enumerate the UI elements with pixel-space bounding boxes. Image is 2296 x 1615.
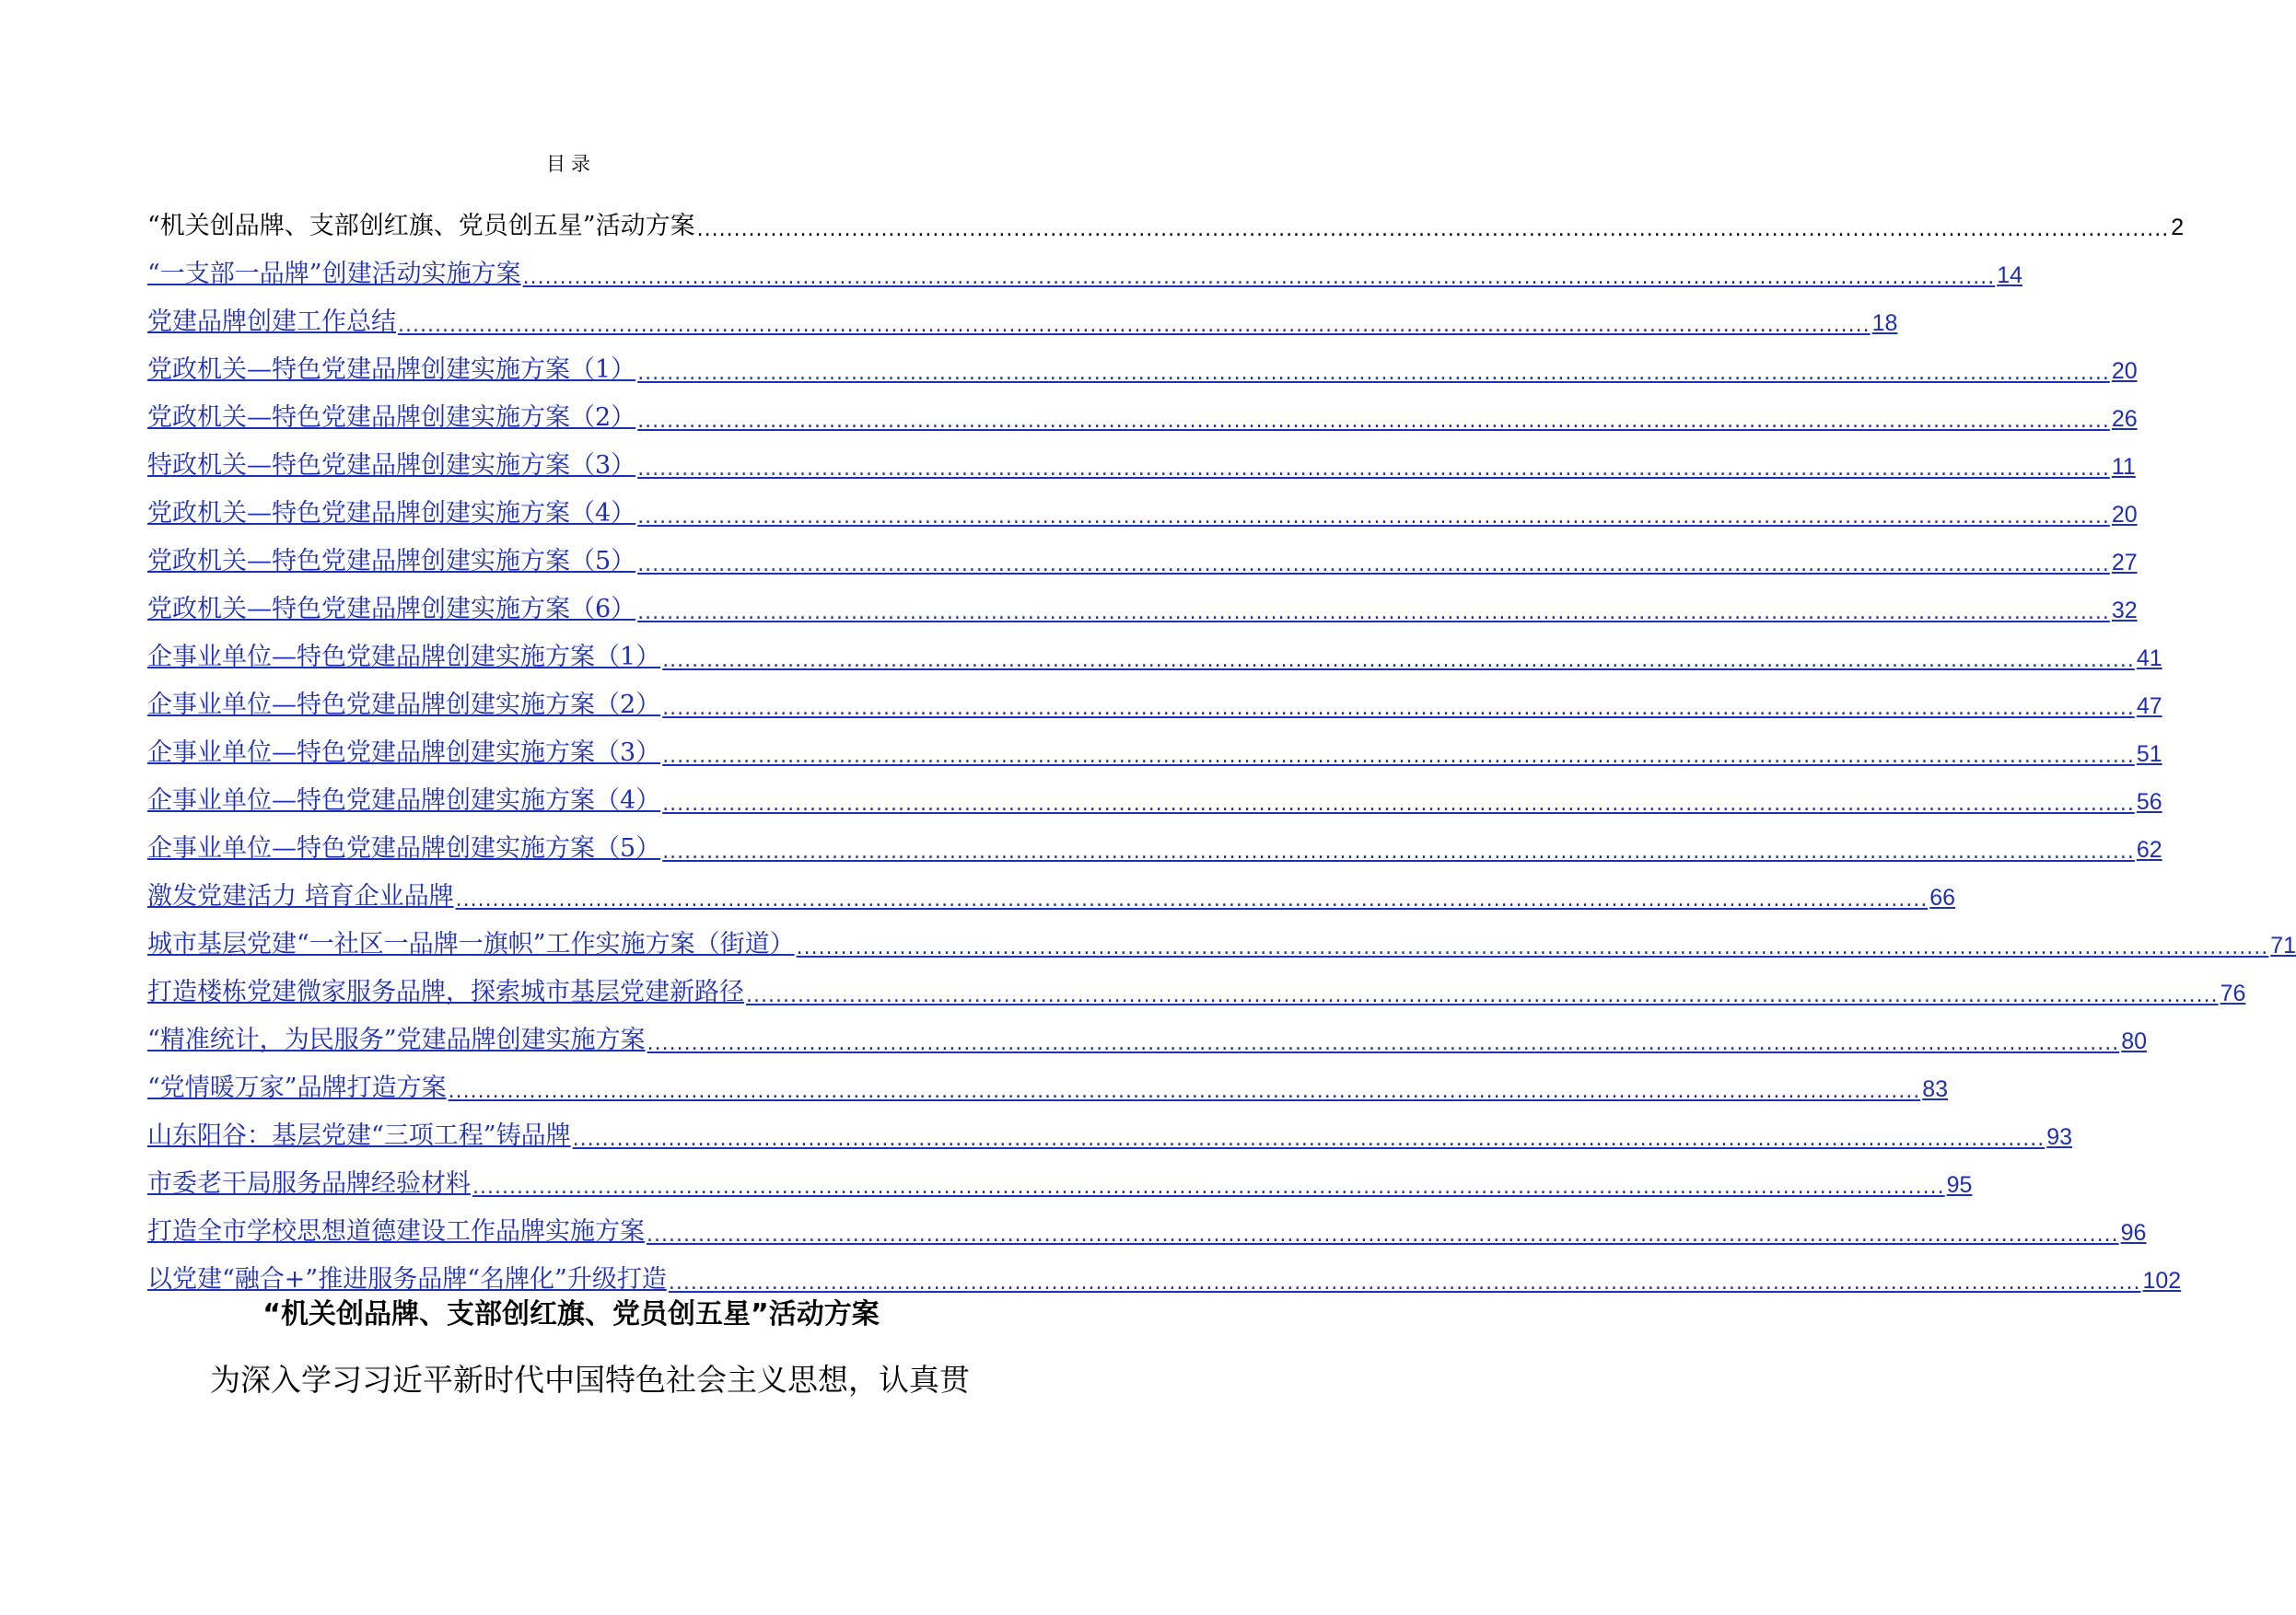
toc-entry-page: 41 [2136, 645, 2162, 671]
toc-entry-title: 党政机关—特色党建品牌创建实施方案（2） [147, 403, 636, 432]
toc-entry-page: 71 [2270, 933, 2296, 959]
toc-entry-page: 2 [2171, 215, 2185, 240]
toc-dot-leader: ........................................................................................................................................................................................................ [637, 505, 2110, 529]
toc-entry[interactable] [147, 289, 1898, 337]
toc-entry-page: 26 [2111, 406, 2138, 432]
toc-dot-leader: ........................................................................................................................................................................................................ [662, 841, 2135, 864]
toc-dot-leader: ........................................................................................................................................................................................................ [662, 697, 2135, 720]
toc-entry[interactable] [147, 433, 2136, 481]
toc-entry-page: 32 [2111, 598, 2138, 623]
toc-entry-title: 特政机关—特色党建品牌创建实施方案（3） [147, 451, 636, 480]
toc-entry-title: 打造楼栋党建微家服务品牌，探索城市基层党建新路径 [147, 978, 744, 1006]
toc-entry-page: 80 [2121, 1028, 2148, 1054]
toc-entry-page: 47 [2136, 693, 2162, 719]
toc-entry[interactable] [147, 768, 2162, 816]
toc-entry-title: 党政机关—特色党建品牌创建实施方案（1） [147, 355, 636, 384]
toc-dot-leader: ........................................................................................................................................................................................................ [637, 553, 2110, 576]
body-paragraph: 为深入学习习近平新时代中国特色社会主义思想，认真贯 [210, 1362, 970, 1398]
toc-entry[interactable] [147, 720, 2162, 768]
toc-entry[interactable] [147, 864, 1956, 912]
toc-dot-leader: ........................................................................................................................................................................................................ [448, 1080, 1921, 1103]
toc-entry-title: 党政机关—特色党建品牌创建实施方案（5） [147, 547, 636, 575]
toc-entry-title: 企事业单位—特色党建品牌创建实施方案（5） [147, 834, 661, 863]
toc-entry-title: 以党建“融合+”推进服务品牌“名牌化”升级打造 [147, 1265, 667, 1294]
toc-entry-page: 83 [1922, 1076, 1949, 1102]
toc-entry[interactable] [147, 1007, 2148, 1055]
toc-entry-title: 党政机关—特色党建品牌创建实施方案（4） [147, 499, 636, 528]
toc-dot-leader: ........................................................................................................................................................................................................ [668, 1272, 2141, 1295]
document-title: “机关创品牌、支部创红旗、党员创五星”活动方案 [262, 1298, 880, 1330]
toc-entry-page: 27 [2111, 550, 2138, 575]
toc-dot-leader: ........................................................................................................................................................................................................ [662, 745, 2135, 768]
toc-dot-leader: ........................................................................................................................................................................................................ [662, 793, 2135, 816]
toc-entry-page: 93 [2046, 1124, 2073, 1150]
toc-entry-page: 18 [1871, 310, 1898, 336]
toc-entry-title: 山东阳谷：基层党建“三项工程”铸品牌 [147, 1121, 571, 1150]
toc-entry-page: 20 [2111, 358, 2138, 384]
toc-entry[interactable] [147, 1247, 2182, 1295]
toc-entry-title: 企事业单位—特色党建品牌创建实施方案（4） [147, 786, 661, 815]
toc-entry-title: 市委老干局服务品牌经验材料 [147, 1169, 471, 1198]
toc-entry[interactable] [147, 385, 2138, 433]
toc-entry-page: 66 [1929, 885, 1956, 911]
toc-entry[interactable] [147, 1199, 2147, 1247]
toc-dot-leader: ........................................................................................................................................................................................................ [796, 936, 2269, 959]
toc-dot-leader: ........................................................................................................................................................................................................ [522, 266, 1996, 289]
toc-entry-page: 62 [2136, 837, 2162, 863]
toc-entry-title: 党政机关—特色党建品牌创建实施方案（6） [147, 595, 636, 623]
toc-entry[interactable] [147, 241, 2023, 289]
toc-entry-page: 56 [2136, 789, 2162, 815]
toc-entry[interactable] [147, 481, 2138, 529]
toc-dot-leader: ........................................................................................................................................................................................................ [662, 649, 2135, 672]
toc-entry-title: “机关创品牌、支部创红旗、党员创五星”活动方案 [147, 212, 695, 240]
toc-entry-page: 20 [2111, 502, 2138, 528]
toc-entry[interactable] [147, 624, 2162, 672]
toc-entry-title: 激发党建活力 培育企业品牌 [147, 882, 454, 911]
toc-dot-leader: ........................................................................................................................................................................................................ [572, 1128, 2045, 1151]
toc-dot-leader: ........................................................................................................................................................................................................ [696, 218, 2170, 241]
toc-entry-page: 96 [2120, 1220, 2147, 1246]
toc-dot-leader: ........................................................................................................................................................................................................ [637, 410, 2110, 433]
toc-dot-leader: ........................................................................................................................................................................................................ [647, 1224, 2119, 1247]
toc-entry-page: 11 [2111, 454, 2136, 480]
toc-entry-page: 95 [1946, 1172, 1973, 1198]
toc-entry[interactable] [147, 1055, 1949, 1103]
toc-entry-title: 党建品牌创建工作总结 [147, 308, 396, 336]
toc-entry-page: 76 [2220, 981, 2246, 1006]
toc-dot-leader: ........................................................................................................................................................................................................ [472, 1176, 1945, 1199]
toc-entry-title: “党情暖万家”品牌打造方案 [147, 1074, 447, 1102]
toc-entry[interactable] [147, 1103, 2073, 1151]
toc-entry-title: “精准统计，为民服务”党建品牌创建实施方案 [147, 1026, 646, 1054]
toc-dot-leader: ........................................................................................................................................................................................................ [637, 601, 2110, 624]
toc-dot-leader: ........................................................................................................................................................................................................ [637, 458, 2110, 481]
toc-entry[interactable] [147, 1151, 1973, 1199]
toc-dot-leader: ........................................................................................................................................................................................................ [398, 314, 1871, 337]
toc-entry-page: 102 [2142, 1268, 2182, 1294]
toc-dot-leader: ........................................................................................................................................................................................................ [647, 1032, 2120, 1055]
toc-heading: 目录 [546, 153, 596, 175]
toc-entry[interactable] [147, 529, 2138, 576]
toc-dot-leader: ........................................................................................................................................................................................................ [746, 984, 2219, 1007]
toc-entry-page: 14 [1997, 262, 2023, 288]
toc-dot-leader: ........................................................................................................................................................................................................ [455, 889, 1929, 912]
toc-dot-leader: ........................................................................................................................................................................................................ [637, 362, 2110, 385]
toc-entry[interactable] [147, 337, 2138, 385]
toc-entry [147, 193, 2185, 241]
toc-entry-title: 城市基层党建“一社区一品牌一旗帜”工作实施方案（街道） [147, 930, 795, 959]
toc-entry[interactable] [147, 912, 2296, 959]
toc-entry[interactable] [147, 576, 2138, 624]
table-of-contents [147, 193, 2296, 1295]
toc-entry[interactable] [147, 816, 2162, 864]
toc-entry-title: 企事业单位—特色党建品牌创建实施方案（3） [147, 738, 661, 767]
toc-entry-title: 企事业单位—特色党建品牌创建实施方案（1） [147, 643, 661, 671]
toc-entry[interactable] [147, 672, 2162, 720]
toc-entry-page: 51 [2136, 741, 2162, 767]
toc-entry-title: “一支部一品牌”创建活动实施方案 [147, 260, 521, 288]
toc-entry[interactable] [147, 959, 2246, 1007]
toc-entry-title: 企事业单位—特色党建品牌创建实施方案（2） [147, 691, 661, 719]
toc-entry-title: 打造全市学校思想道德建设工作品牌实施方案 [147, 1217, 645, 1246]
